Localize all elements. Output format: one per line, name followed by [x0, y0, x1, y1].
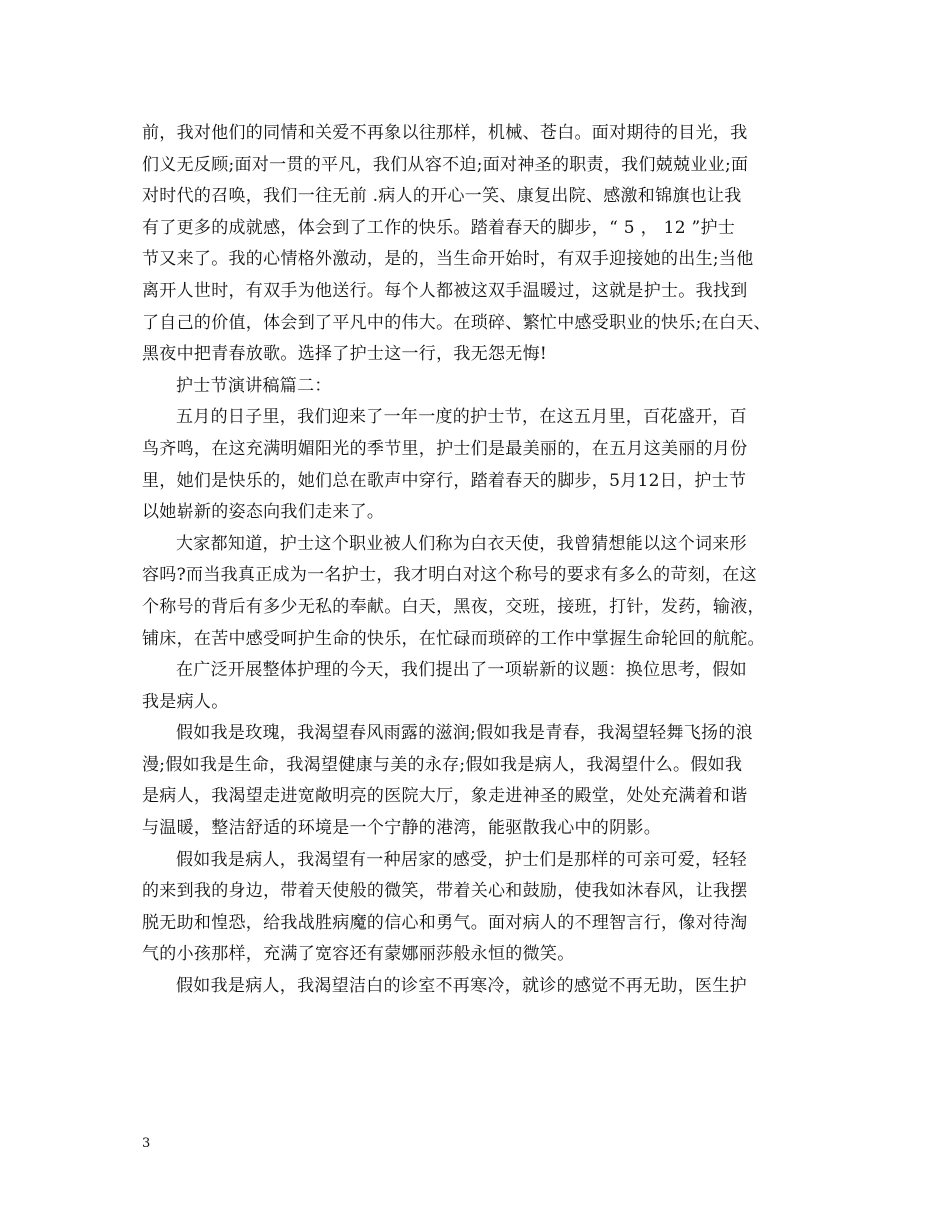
text-line: 里，她们是快乐的，她们总在歌声中穿行，踏着春天的脚步，5月12日，护士节	[142, 470, 747, 491]
text-line: 离开人世时，有双手为他送行。每个人都被这双手温暖过，这就是护士。我找到	[142, 280, 748, 301]
text-line: 们义无反顾;面对一贯的平凡，我们从容不迫;面对神圣的职责，我们兢兢业业;面	[142, 154, 749, 175]
text-line: 假如我是病人，我渴望洁白的诊室不再寒冷，就诊的感觉不再无助，医生护	[176, 976, 747, 997]
page-number: 3	[142, 1136, 151, 1151]
text-line: 铺床，在苦中感受呵护生命的快乐，在忙碌而琐碎的工作中掌握生命轮回的航舵。	[142, 628, 765, 649]
text-line: 黑夜中把青春放歌。选择了护士这一行，我无怨无悔!	[142, 344, 548, 365]
text-line: 对时代的召唤，我们一往无前 .病人的开心一笑、康复出院、感激和锦旗也让我	[142, 186, 742, 207]
text-line: 脱无助和惶恐，给我战胜病魔的信心和勇气。面对病人的不理智言行，像对待淘	[142, 912, 748, 933]
text-line: 大家都知道，护士这个职业被人们称为白衣天使，我曾猜想能以这个词来形	[176, 533, 747, 554]
text-line: 我是病人。	[142, 691, 229, 712]
text-line: 个称号的背后有多少无私的奉献。白天，黑夜，交班，接班，打针，发药，输液，	[142, 596, 765, 617]
text-line: 前，我对他们的同情和关爱不再象以往那样，机械、苍白。面对期待的目光，我	[142, 123, 748, 143]
text-line: 漫;假如我是生命，我渴望健康与美的永存;假如我是病人，我渴望什么。假如我	[142, 754, 743, 775]
text-line: 的来到我的身边，带着天使般的微笑，带着关心和鼓励，使我如沐春风，让我摆	[142, 881, 748, 902]
text-line: 以她崭新的姿态向我们走来了。	[142, 502, 385, 523]
document-body	[142, 118, 812, 1003]
text-line: 护士节演讲稿篇二：	[176, 375, 332, 396]
text-line: 有了更多的成就感，体会到了工作的快乐。踏着春天的脚步，“ 5 ， 12 ”护士	[142, 217, 736, 238]
text-line: 在广泛开展整体护理的今天，我们提出了一项崭新的议题：换位思考，假如	[176, 660, 747, 681]
text-line: 气的小孩那样，充满了宽容还有蒙娜丽莎般永恒的微笑。	[142, 944, 575, 965]
text-line: 容吗?而当我真正成为一名护士，我才明白对这个称号的要求有多么的苛刻，在这	[142, 565, 757, 586]
text-line: 与温暖，整洁舒适的环境是一个宁静的港湾，能驱散我心中的阴影。	[142, 818, 661, 839]
text-line: 节又来了。我的心情格外激动，是的，当生命开始时，有双手迎接她的出生;当他	[142, 249, 754, 270]
text-line: 五月的日子里，我们迎来了一年一度的护士节，在这五月里，百花盛开，百	[176, 407, 747, 428]
text-line: 鸟齐鸣，在这充满明媚阳光的季节里，护士们是最美丽的，在五月这美丽的月份	[142, 438, 748, 459]
text-line: 是病人，我渴望走进宽敞明亮的医院大厅，象走进神圣的殿堂，处处充满着和谐	[142, 786, 748, 807]
text-line: 了自己的价值，体会到了平凡中的伟大。在琐碎、繁忙中感受职业的快乐;在白天、	[142, 312, 771, 333]
text-line: 假如我是病人，我渴望有一种居家的感受，护士们是那样的可亲可爱，轻轻	[176, 849, 747, 870]
text-line: 假如我是玫瑰，我渴望春风雨露的滋润;假如我是青春，我渴望轻舞飞扬的浪	[176, 723, 753, 744]
